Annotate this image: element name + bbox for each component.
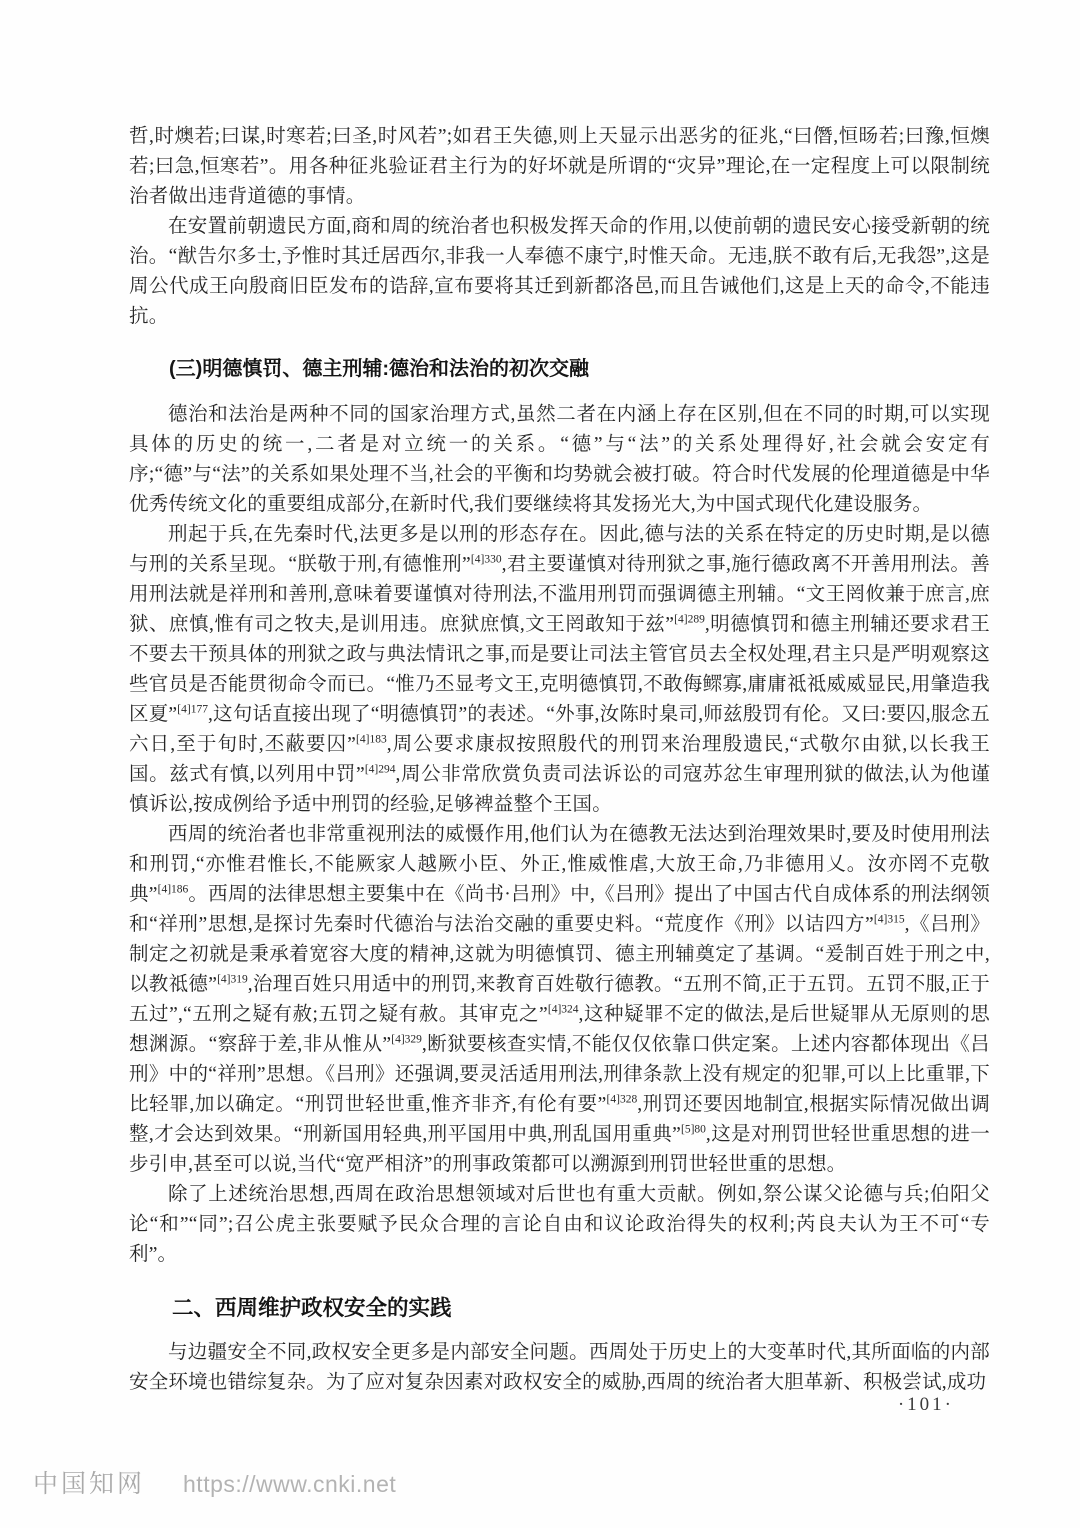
citation-ref: [4]315 [873, 913, 905, 926]
article-body [129, 122, 990, 1398]
paragraph: 德治和法治是两种不同的国家治理方式,虽然二者在内涵上存在区别,但在不同的时期,可以实现具体的历史的统一,二者是对立统一的关系。“德”与“法”的关系处理得好,社会就会安定有序;“德”与“法”的关系如果处理不当,社会的平衡和均势就会被打破。符合时代发展的伦理道德是中华优秀传统文化的重要组成部分,在新时代,我们要继续将其发扬光大,为中国式现代化建设服务。 [129, 404, 990, 515]
citation-ref: [4]328 [606, 1093, 638, 1106]
citation-ref: [4]324 [547, 1003, 579, 1016]
citation-ref: [4]319 [217, 973, 248, 986]
citation-ref: [4]330 [470, 553, 502, 566]
cnki-url: https://www.cnki.net [183, 1471, 397, 1497]
citation-ref: [4]294 [364, 763, 396, 776]
paragraph: 哲,时燠若;曰谋,时寒若;曰圣,时风若”;如君王失德,则上天显示出恶劣的征兆,“曰僭,恒旸若;曰豫,恒燠若;曰急,恒寒若”。用各种征兆验证君主行为的好坏就是所谓的“灾异”理论,在一定程度上可以限制统治者做出违背道德的事情。 [129, 126, 990, 207]
citation-ref: [4]289 [674, 613, 705, 626]
cnki-footer [33, 1464, 396, 1500]
paragraph: 在安置前朝遗民方面,商和周的统治者也积极发挥天命的作用,以使前朝的遗民安心接受新朝的统治。“猷告尔多士,予惟时其迁居西尔,非我一人奉德不康宁,时惟天命。无违,朕不敢有后,无我怨”,这是周公代成王向殷商旧臣发布的诰辞,宣布要将其迁到新都洛邑,而且告诫他们,这是上天的命令,不能违抗。 [129, 216, 990, 327]
citation-ref: [4]177 [177, 703, 208, 716]
citation-ref: [4]329 [391, 1033, 422, 1046]
citation-ref: [4]186 [157, 883, 189, 896]
citation-ref: [4]183 [356, 733, 387, 746]
citation-ref: [5]80 [681, 1123, 706, 1136]
page-number: ·101· [897, 1394, 954, 1415]
cnki-brand-label: 中国知网 [33, 1470, 146, 1498]
paragraph: 与边疆安全不同,政权安全更多是内部安全问题。西周处于历史上的大变革时代,其所面临的内部安全环境也错综复杂。为了应对复杂因素对政权安全的威胁,西周的统治者大胆革新、积极尝试,成功 [129, 1342, 990, 1393]
section-heading: 二、西周维护政权安全的实践 [172, 1296, 452, 1320]
paragraph: 西周的统治者也非常重视刑法的威慑作用,他们认为在德教无法达到治理效果时,要及时使用刑法和刑罚,“亦惟君惟长,不能厥家人越厥小臣、外正,惟威惟虐,大放王命,乃非德用乂。汝亦罔不克敬典”$^{[4]186}$。西周的法律思想主要集中在《尚书·吕刑》中,《吕刑》提出了中国古代自成体系的刑法纲领和“祥刑”思想,是探讨先秦时代德治与法治交融的重要史料。“荒度作《刑》以诘四方”$^{[4]315}$,《吕刑》制定之初就是秉承着宽容大度的精神,这就为明德慎罚、德主刑辅奠定了基调。“爰制百姓于刑之中,以教祗德”$^{[4]319}$,治理百姓只用适中的刑罚,来教育百姓敬行德教。“五刑不简,正于五罚。五罚不服,正于五过”,“五刑之疑有赦;五罚之疑有赦。其审克之”$^{[4]324}$,这种疑罪不定的做法,是后世疑罪从无原则的思想渊源。“察辞于差,非从惟从”$^{[4]329}$,断狱要核查实情,不能仅仅依靠口供定案。上述内容都体现出《吕刑》中的“祥刑”思想。《吕刑》还强调,要灵活适用刑法,刑律条款上没有规定的犯罪,可以上比重罪,下比轻罪,加以确定。“刑罚世轻世重,惟齐非齐,有伦有要”$^{[4]328}$,刑罚还要因地制宜,根据实际情况做出调整,才会达到效果。“刑新国用轻典,刑平国用中典,刑乱国用重典”$^{[5]80}$,这是对刑罚世轻世重思想的进一步引申,甚至可以说,当代“宽严相济”的刑事政策都可以溯源到刑罚世轻世重的思想。 [129, 824, 991, 1175]
paragraph: 刑起于兵,在先秦时代,法更多是以刑的形态存在。因此,德与法的关系在特定的历史时期,是以德与刑的关系呈现。“朕敬于刑,有德惟刑”$^{[4]330}$,君主要谨慎对待刑狱之事,施行德政离不开善用刑法。善用刑法就是祥刑和善刑,意味着要谨慎对待刑法,不滥用刑罚而强调德主刑辅。“文王罔攸兼于庶言,庶狱、庶慎,惟有司之牧夫,是训用违。庶狱庶慎,文王罔敢知于兹”$^{[4]289}$,明德慎罚和德主刑辅还要求君王不要去干预具体的刑狱之政与典法情讯之事,而是要让司法主管官员去全权处理,君主只是严明观察这些官员是否能贯彻命令而已。“惟乃丕显考文王,克明德慎罚,不敢侮鳏寡,庸庸祗祗威威显民,用肇造我区夏”$^{[4]177}$,这句话直接出现了“明德慎罚”的表述。“外事,汝陈时臬司,师兹殷罚有伦。又曰:要囚,服念五六日,至于旬时,丕蔽要囚”$^{[4]183}$,周公要求康叔按照殷代的刑罚来治理殷遗民,“式敬尔由狱,以长我王国。兹式有慎,以列用中罚”$^{[4]294}$,周公非常欣赏负责司法诉讼的司寇苏忿生审理刑狱的做法,认为他谨慎诉讼,按成例给予适中刑罚的经验,足够裨益整个王国。 [129, 524, 990, 815]
subsection-heading: (三)明德慎罚、德主刑辅:德治和法治的初次交融 [169, 358, 589, 380]
paragraph: 除了上述统治思想,西周在政治思想领域对后世也有重大贡献。例如,祭公谋父论德与兵;伯阳父论“和”“同”;召公虎主张要赋予民众合理的言论自由和议论政治得失的权利;芮良夫认为王不可“专利”。 [129, 1184, 990, 1265]
